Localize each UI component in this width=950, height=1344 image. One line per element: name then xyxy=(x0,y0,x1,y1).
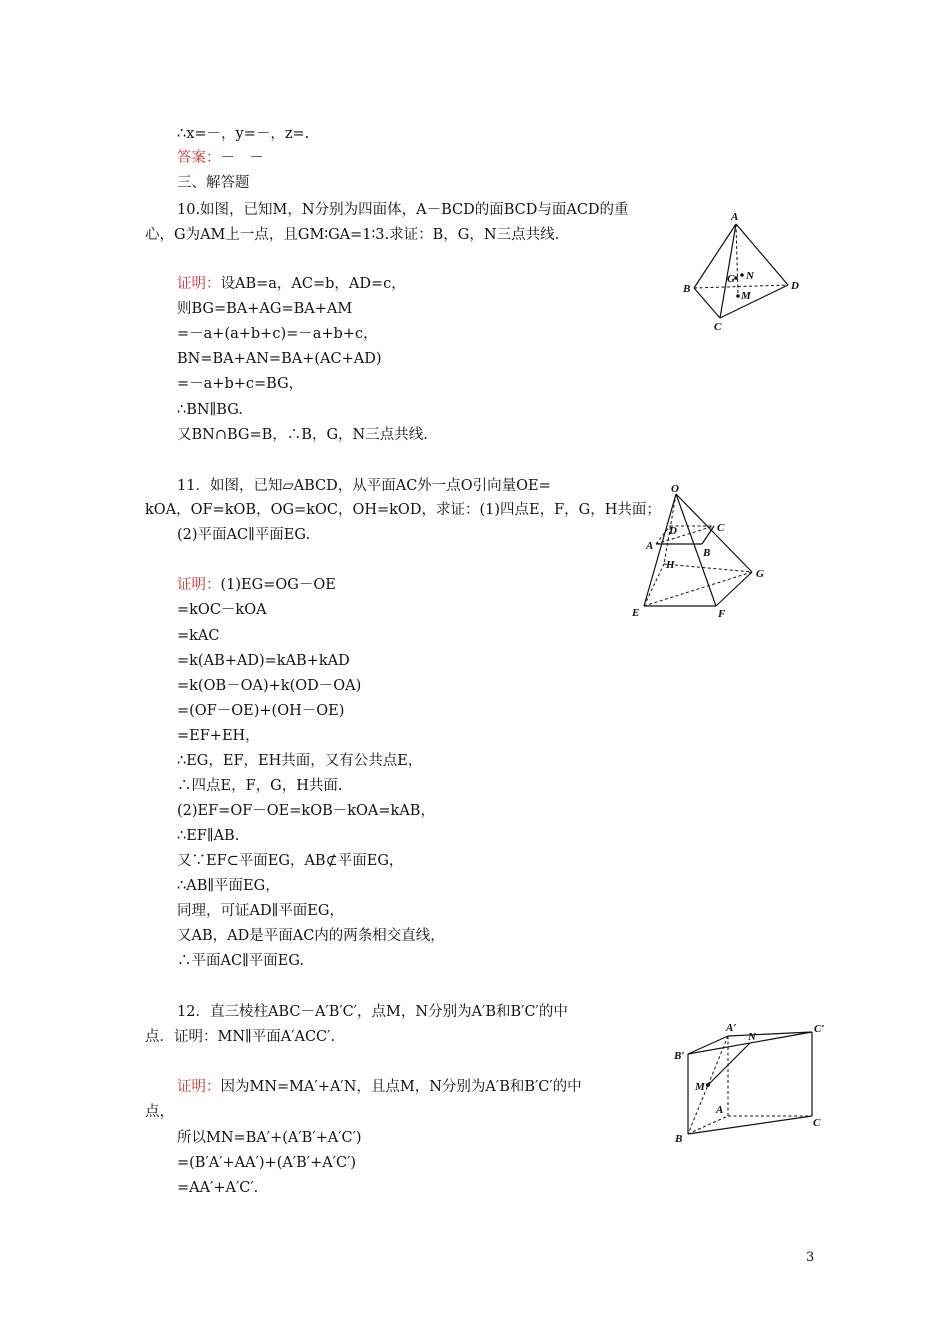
section-heading: 三、解答题 xyxy=(177,175,250,191)
label-n: N xyxy=(746,270,754,282)
proof-line: ∴BN∥BG. xyxy=(177,402,243,418)
label-b: B xyxy=(703,547,711,559)
proof-line: 点， xyxy=(145,1104,174,1120)
proof-line: =kAC xyxy=(177,628,220,644)
answer-value: － － xyxy=(220,150,264,166)
problem-12-line: 12．直三棱柱ABC－A′B′C′，点M，N分别为A′B和B′C′的中 xyxy=(177,1004,568,1020)
problem-11-line: kOA，OF=kOB，OG=kOC，OH=kOD，求证：(1)四点E，F，G，H共面； xyxy=(145,502,661,518)
proof-line: =kOC－kOA xyxy=(177,602,267,618)
proof-line: BN=BA+AN=BA+(AC+AD) xyxy=(177,351,382,367)
proof-line: =k(OB－OA)+k(OD－OA) xyxy=(177,678,362,694)
proof-line xyxy=(177,1077,582,1097)
proof-line: ∴EF∥AB. xyxy=(177,828,240,844)
prism-figure xyxy=(670,1018,832,1146)
label-m: M xyxy=(741,290,751,302)
label-c-prime: C′ xyxy=(814,1023,825,1035)
answer-label: 答案： xyxy=(177,150,221,166)
label-e: E xyxy=(632,607,640,619)
proof-line: 又BN∩BG=B，∴B，G，N三点共线. xyxy=(177,427,428,443)
proof-line: =(B′A′+AA′)+(A′B′+A′C′) xyxy=(177,1155,357,1171)
proof-line: =－a+(a+b+c)=－a+b+c， xyxy=(177,326,378,342)
label-g: G xyxy=(756,568,764,580)
proof-line: =(OF－OE)+(OH－OE) xyxy=(177,703,345,719)
problem-11-line: (2)平面AC∥平面EG. xyxy=(177,527,311,543)
proof-line: 又AB，AD是平面AC内的两条相交直线， xyxy=(177,928,445,944)
label-a: A xyxy=(731,211,739,223)
proof-line: ∴AB∥平面EG， xyxy=(177,878,280,894)
proof-line: (2)EF=OF－OE=kOB－kOA=kAB， xyxy=(177,803,435,819)
proof-line: ∴四点E，F，G，H共面. xyxy=(177,778,343,794)
proof-line: ∴EG，EF，EH共面，又有公共点E， xyxy=(177,753,423,769)
label-n: N xyxy=(748,1031,756,1043)
label-a: A xyxy=(716,1104,724,1116)
proof-text: 因为MN=MA′+A′N，且点M，N分别为A′B和B′C′的中 xyxy=(220,1079,582,1095)
label-o: O xyxy=(671,483,679,495)
proof-text: (1)EG=OG－OE xyxy=(220,577,336,593)
proof-line: =AA′+A′C′. xyxy=(177,1180,259,1196)
text-line: ∴x=－，y=－，z=. xyxy=(177,126,310,142)
proof-line: =EF+EH， xyxy=(177,728,260,744)
pyramid-figure xyxy=(628,482,776,622)
proof-label: 证明： xyxy=(177,1079,221,1095)
proof-line: 同理，可证AD∥平面EG， xyxy=(177,903,344,919)
label-d: D xyxy=(669,525,677,537)
proof-line: =k(AB+AD)=kAB+kAD xyxy=(177,653,350,669)
proof-line: 则BG=BA+AG=BA+AM xyxy=(177,301,353,317)
proof-line: 所以MN=BA′+(A′B′+A′C′) xyxy=(177,1130,362,1146)
proof-text: 设AB=a，AC=b，AD=c， xyxy=(220,276,406,292)
proof-line xyxy=(177,575,336,595)
label-a-prime: A′ xyxy=(726,1022,737,1034)
proof-label: 证明： xyxy=(177,577,221,593)
label-d: D xyxy=(791,280,799,292)
proof-label: 证明： xyxy=(177,276,221,292)
problem-10-line: 心，G为AM上一点，且GM∶GA=1∶3.求证：B，G，N三点共线. xyxy=(145,227,560,243)
label-h: H xyxy=(666,559,675,571)
problem-11-line: 11．如图，已知▱ABCD，从平面AC外一点O引向量OE= xyxy=(177,478,551,494)
proof-line: 又∵EF⊂平面EG，AB⊄平面EG， xyxy=(177,853,404,869)
tetrahedron-figure xyxy=(678,208,808,338)
page-number: 3 xyxy=(806,1250,815,1265)
label-m: M xyxy=(695,1081,705,1093)
label-c: C xyxy=(714,321,722,333)
label-c: C xyxy=(717,522,725,534)
label-b: B xyxy=(675,1133,683,1145)
proof-line: ∴平面AC∥平面EG. xyxy=(177,953,305,969)
label-a: A xyxy=(646,540,654,552)
proof-line: =－a+b+c=BG， xyxy=(177,376,304,392)
label-b: B xyxy=(683,283,691,295)
label-f: F xyxy=(718,608,726,620)
label-b-prime: B′ xyxy=(674,1050,685,1062)
proof-line xyxy=(177,274,406,294)
label-g: G xyxy=(727,273,735,285)
label-c: C xyxy=(813,1117,821,1129)
answer-line xyxy=(177,148,264,168)
problem-10-line: 10.如图，已知M，N分别为四面体，A－BCD的面BCD与面ACD的重 xyxy=(177,202,629,218)
problem-12-line: 点．证明：MN∥平面A′ACC′. xyxy=(145,1029,336,1045)
